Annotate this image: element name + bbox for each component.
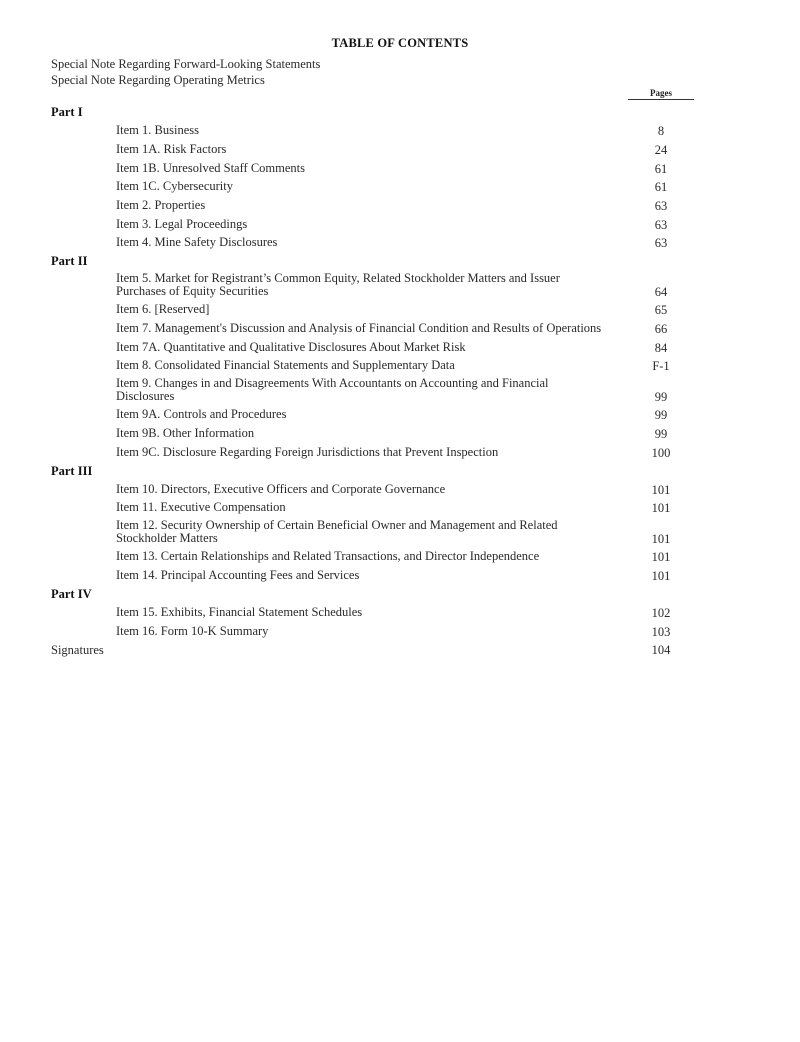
page-number-item-15[interactable]: 102 [651,606,671,620]
part-i-label: Part I [51,105,83,119]
part-ii-label: Part II [51,254,88,268]
toc-item-10[interactable]: Item 10. Directors, Executive Officers and Corporate Governance [116,482,446,496]
toc-item-7[interactable]: Item 7. Management's Discussion and Analysis of Financial Condition and Results of Operations [116,321,602,335]
page-number-item-3[interactable]: 63 [654,218,668,232]
toc-title: TABLE OF CONTENTS [331,36,469,50]
toc-item-13[interactable]: Item 13. Certain Relationships and Related Transactions, and Director Independence [116,549,540,563]
page-number-item-7a[interactable]: 84 [654,341,668,355]
page-number-item-4[interactable]: 63 [654,236,668,250]
toc-item-6[interactable]: Item 6. [Reserved] [116,302,210,316]
page-number-item-1a[interactable]: 24 [654,143,668,157]
page-number-item-11[interactable]: 101 [651,501,671,515]
note-forward-looking[interactable]: Special Note Regarding Forward-Looking Statements [51,57,321,71]
page-number-item-9c[interactable]: 100 [651,446,671,460]
page-number-item-2[interactable]: 63 [654,199,668,213]
page-number-item-10[interactable]: 101 [651,483,671,497]
page-number-item-9[interactable]: 99 [654,390,668,404]
toc-item-4[interactable]: Item 4. Mine Safety Disclosures [116,235,278,249]
page-number-item-9a[interactable]: 99 [654,408,668,422]
part-iii-label: Part III [51,464,93,478]
toc-item-9-line1: Item 9. Changes in and Disagreements With Accountants on Accounting and Financial [116,376,549,390]
page-number-item-16[interactable]: 103 [651,625,671,639]
page-number-item-1b[interactable]: 61 [654,162,668,176]
page-number-signatures[interactable]: 104 [651,643,671,657]
toc-item-12-line1: Item 12. Security Ownership of Certain Beneficial Owner and Management and Related [116,518,558,532]
toc-item-1a[interactable]: Item 1A. Risk Factors [116,142,227,156]
toc-item-16[interactable]: Item 16. Form 10-K Summary [116,624,269,638]
toc-item-9b[interactable]: Item 9B. Other Information [116,426,255,440]
note-operating-metrics[interactable]: Special Note Regarding Operating Metrics [51,73,265,87]
page-number-item-14[interactable]: 101 [651,569,671,583]
toc-item-1[interactable]: Item 1. Business [116,123,199,137]
part-iv-label: Part IV [51,587,92,601]
toc-item-2[interactable]: Item 2. Properties [116,198,206,212]
page-number-item-1c[interactable]: 61 [654,180,668,194]
toc-item-12-line2: Stockholder Matters [116,531,218,545]
toc-item-5[interactable] [116,272,636,298]
toc-item-9c[interactable]: Item 9C. Disclosure Regarding Foreign Jurisdictions that Prevent Inspection [116,445,499,459]
page-number-item-6[interactable]: 65 [654,303,668,317]
toc-item-5-line2: Purchases of Equity Securities [116,284,269,298]
page-number-item-12[interactable]: 101 [651,532,671,546]
page-number-item-7[interactable]: 66 [654,322,668,336]
page-number-item-1[interactable]: 8 [657,124,665,138]
toc-item-9-line2: Disclosures [116,389,175,403]
toc-item-8[interactable]: Item 8. Consolidated Financial Statements and Supplementary Data [116,358,455,372]
toc-item-15[interactable]: Item 15. Exhibits, Financial Statement Schedules [116,605,363,619]
page-number-item-5[interactable]: 64 [654,285,668,299]
page-number-item-13[interactable]: 101 [651,550,671,564]
toc-item-7a[interactable]: Item 7A. Quantitative and Qualitative Disclosures About Market Risk [116,340,466,354]
toc-item-3[interactable]: Item 3. Legal Proceedings [116,217,248,231]
toc-item-1c[interactable]: Item 1C. Cybersecurity [116,179,233,193]
toc-item-12[interactable] [116,519,636,545]
toc-item-1b[interactable]: Item 1B. Unresolved Staff Comments [116,161,305,175]
toc-item-14[interactable]: Item 14. Principal Accounting Fees and Services [116,568,360,582]
pages-column-header: Pages [628,88,694,100]
page-number-item-8[interactable]: F-1 [652,359,670,373]
toc-item-11[interactable]: Item 11. Executive Compensation [116,500,286,514]
toc-item-9a[interactable]: Item 9A. Controls and Procedures [116,407,287,421]
toc-item-9[interactable] [116,377,636,403]
toc-item-5-line1: Item 5. Market for Registrant’s Common Equity, Related Stockholder Matters and Issuer [116,271,560,285]
page-number-item-9b[interactable]: 99 [654,427,668,441]
signatures-entry[interactable]: Signatures [51,643,104,657]
